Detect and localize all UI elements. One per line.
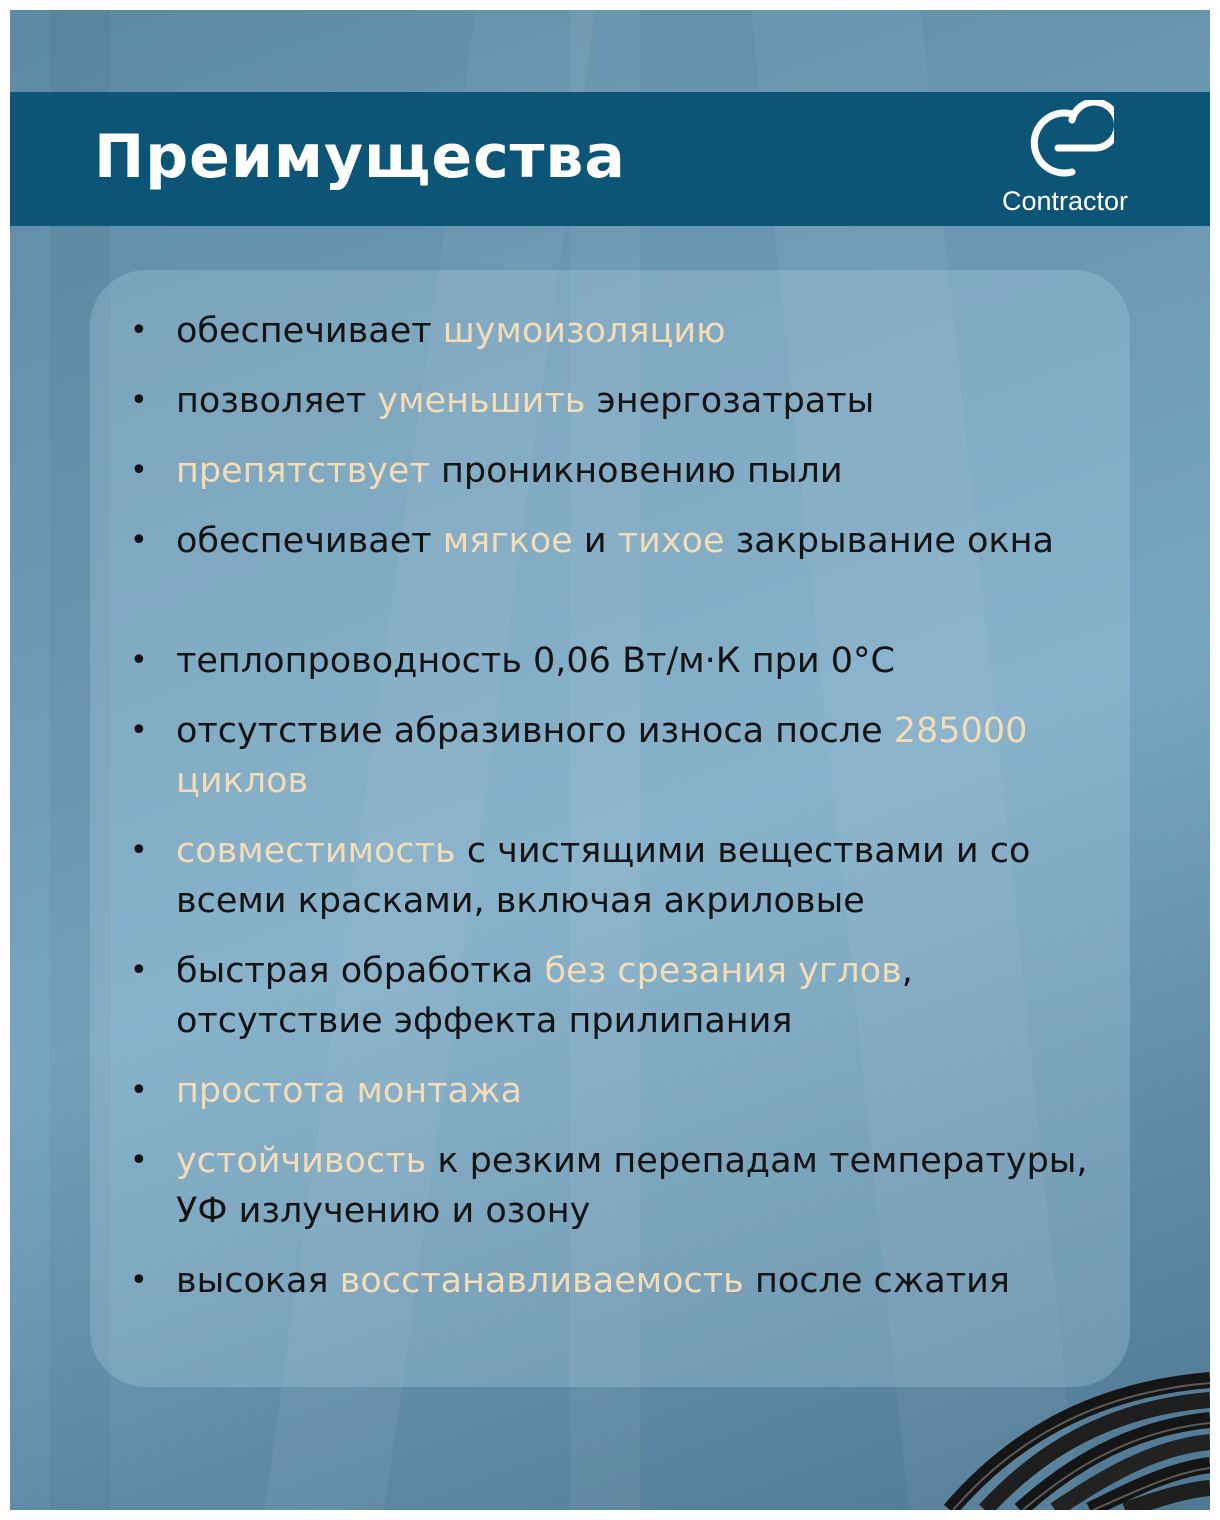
bullet: • (130, 713, 148, 748)
item-text: высокая восстанавливаемость после сжатия (176, 1261, 1010, 1301)
bullet: • (130, 1073, 148, 1108)
item-text: простота монтажа (176, 1071, 523, 1111)
logo-label: Contractor (1001, 186, 1129, 216)
item-text: быстрая обработка без срезания углов, отсутствие эффекта прилипания (176, 951, 913, 1041)
bullet: • (130, 953, 148, 988)
bullet: • (130, 523, 148, 558)
contractor-logo-icon (1014, 100, 1114, 186)
item-text: обеспечивает мягкое и тихое закрывание окна (176, 521, 1054, 561)
item-text: обеспечивает шумоизоляцию (176, 311, 726, 351)
advantages-card (90, 270, 1130, 1387)
item-text: препятствует проникновению пыли (176, 451, 843, 491)
bullet: • (130, 1263, 148, 1298)
bullet: • (130, 1143, 148, 1178)
bullet: • (130, 833, 148, 868)
item-text: теплопроводность 0,06 Вт/м·К при 0°С (176, 641, 895, 681)
bullet: • (130, 313, 148, 348)
item-text: совместимость с чистящими веществами и со всеми красками, включая акриловые (176, 831, 1031, 921)
item-text: отсутствие абразивного износа после 285000 циклов (176, 711, 1028, 801)
bullet: • (130, 383, 148, 418)
contractor-logo (980, 100, 1150, 220)
advantages-banner (10, 10, 1210, 1510)
page-title: Преимущества (94, 122, 626, 192)
header-bar (10, 92, 1210, 226)
item-text: позволяет уменьшить энергозатраты (176, 381, 875, 421)
bullet: • (130, 453, 148, 488)
bullet: • (130, 643, 148, 678)
item-text: устойчивость к резким перепадам температуры, УФ излучению и озону (176, 1141, 1088, 1231)
